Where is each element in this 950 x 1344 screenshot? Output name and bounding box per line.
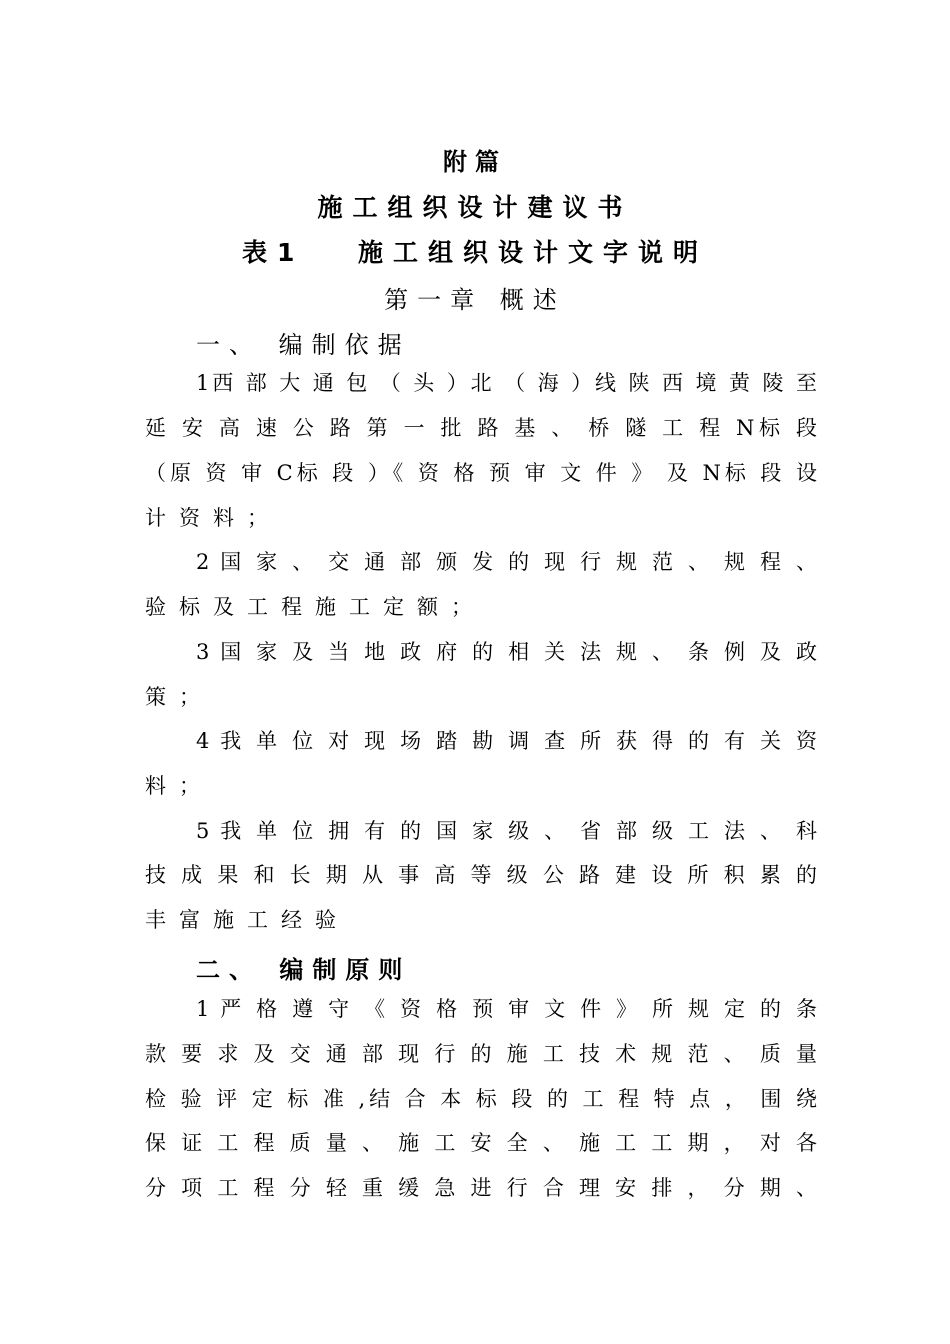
paragraph-line: 保 证 工 程 质 量 、 施 工 安 全 、 施 工 工 期 ， 对 各 [145, 1131, 817, 1155]
proposal-title: 施工组织设计建议书 [317, 193, 633, 222]
section-heading-basis: 一、 编制依据 [196, 331, 411, 359]
paragraph-line: 计资料； [145, 506, 281, 530]
appendix-title: 附篇 [443, 148, 507, 176]
paragraph-line: 4 我 单 位 对 现 场 踏 勘 调 查 所 获 得 的 有 关 资 [196, 729, 817, 753]
section-heading-principles: 二、 编制原则 [196, 956, 412, 984]
paragraph-line: 检 验 评 定 标 准 ,结 合 本 标 段 的 工 程 特 点 ， 围 绕 [145, 1087, 817, 1111]
chapter-title: 第一章 概述 [384, 286, 566, 314]
paragraph-line: 款 要 求 及 交 通 部 现 行 的 施 工 技 术 规 范 、 质 量 [145, 1042, 817, 1066]
paragraph-line: 验标及工程施工定额； [145, 595, 485, 619]
paragraph-line: 策； [145, 685, 213, 709]
paragraph-line: 技 成 果 和 长 期 从 事 高 等 级 公 路 建 设 所 积 累 的 [145, 863, 817, 887]
paragraph-line: 丰富施工经验 [145, 908, 349, 932]
paragraph-line: 5 我 单 位 拥 有 的 国 家 级 、 省 部 级 工 法 、 科 [196, 819, 817, 843]
paragraph-line: 料； [145, 774, 213, 798]
paragraph-line: 1 严 格 遵 守 《 资 格 预 审 文 件 》 所 规 定 的 条 [196, 997, 817, 1021]
paragraph-line: 1西 部 大 通 包 （ 头 ）北 （ 海 ）线 陕 西 境 黄 陵 至 [196, 371, 817, 395]
paragraph-line: 分 项 工 程 分 轻 重 缓 急 进 行 合 理 安 排 ， 分 期 、 [145, 1176, 817, 1200]
table-title: 表1 施工组织设计文字说明 [241, 238, 709, 267]
paragraph-line: 2 国 家 、 交 通 部 颁 发 的 现 行 规 范 、 规 程 、 [196, 550, 817, 574]
paragraph-line: 3 国 家 及 当 地 政 府 的 相 关 法 规 、 条 例 及 政 [196, 640, 817, 664]
paragraph-line: （原 资 审 C标 段 ）《 资 格 预 审 文 件 》 及 N标 段 设 [145, 461, 817, 485]
paragraph-line: 延 安 高 速 公 路 第 一 批 路 基 、 桥 隧 工 程 N标 段 [145, 416, 817, 440]
